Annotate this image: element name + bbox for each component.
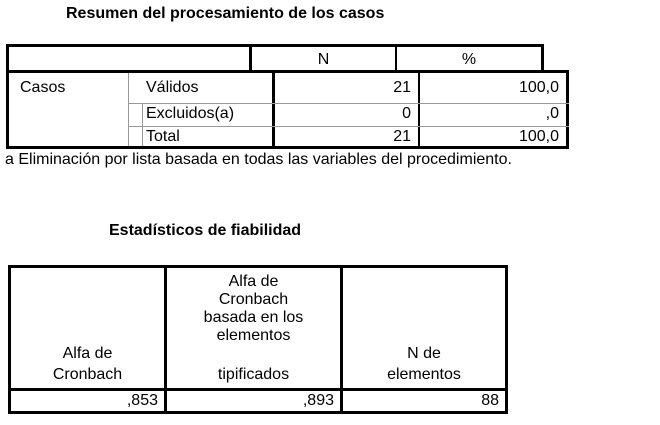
reliability-header-alpha: Alfa de xyxy=(62,345,113,362)
summary-row-label: Válidos xyxy=(146,79,199,96)
summary-row-label: Total xyxy=(146,128,180,145)
summary-group-label: Casos xyxy=(20,79,66,96)
summary-row-line-2 xyxy=(128,126,569,127)
reliability-right-border xyxy=(505,265,508,414)
reliability-header-n-items: elementos xyxy=(387,366,461,383)
summary-header-n: N xyxy=(317,51,330,68)
summary-row-pct: ,0 xyxy=(545,105,559,122)
summary-header-right-border xyxy=(541,44,544,73)
summary-row-line-1 xyxy=(128,103,569,104)
summary-row-pct: 100,0 xyxy=(518,79,559,96)
summary-sublabel-divider xyxy=(142,104,143,146)
summary-header-pct: % xyxy=(461,51,477,68)
summary-row-pct: 100,0 xyxy=(518,128,559,145)
reliability-header-std-alpha: Alfa de xyxy=(228,273,279,290)
reliability-bottom-border xyxy=(8,411,508,414)
reliability-header-std-alpha: basada en los xyxy=(203,309,304,326)
reliability-header-std-alpha: Cronbach xyxy=(218,291,289,308)
summary-right-border xyxy=(566,70,569,149)
reliability-title: Estadísticos de fiabilidad xyxy=(109,222,302,239)
summary-footnote: a Eliminación por lista basada en todas las variables del procedimiento. xyxy=(5,151,512,168)
summary-row-n: 21 xyxy=(393,128,411,145)
reliability-header-bottom-border xyxy=(8,388,508,391)
summary-bottom-border xyxy=(6,146,569,149)
summary-row-n: 0 xyxy=(402,105,411,122)
summary-label-divider xyxy=(128,73,129,146)
reliability-header-n-items: N de xyxy=(407,345,441,362)
summary-top-border xyxy=(6,44,544,47)
reliability-value-std-alpha: ,893 xyxy=(302,392,334,409)
summary-left-border xyxy=(6,44,9,149)
reliability-header-std-alpha: elementos xyxy=(216,327,291,344)
reliability-value-alpha: ,853 xyxy=(126,392,158,409)
reliability-header-std-alpha: tipificados xyxy=(217,366,290,383)
summary-row-label: Excluidos(a) xyxy=(146,105,235,122)
reliability-header-alpha: Cronbach xyxy=(52,366,123,383)
summary-row-n: 21 xyxy=(393,79,411,96)
reliability-top-border xyxy=(8,265,508,268)
reliability-value-n-items: 88 xyxy=(481,392,499,409)
summary-header-bottom-border xyxy=(6,70,569,73)
summary-title: Resumen del procesamiento de los casos xyxy=(66,5,385,22)
